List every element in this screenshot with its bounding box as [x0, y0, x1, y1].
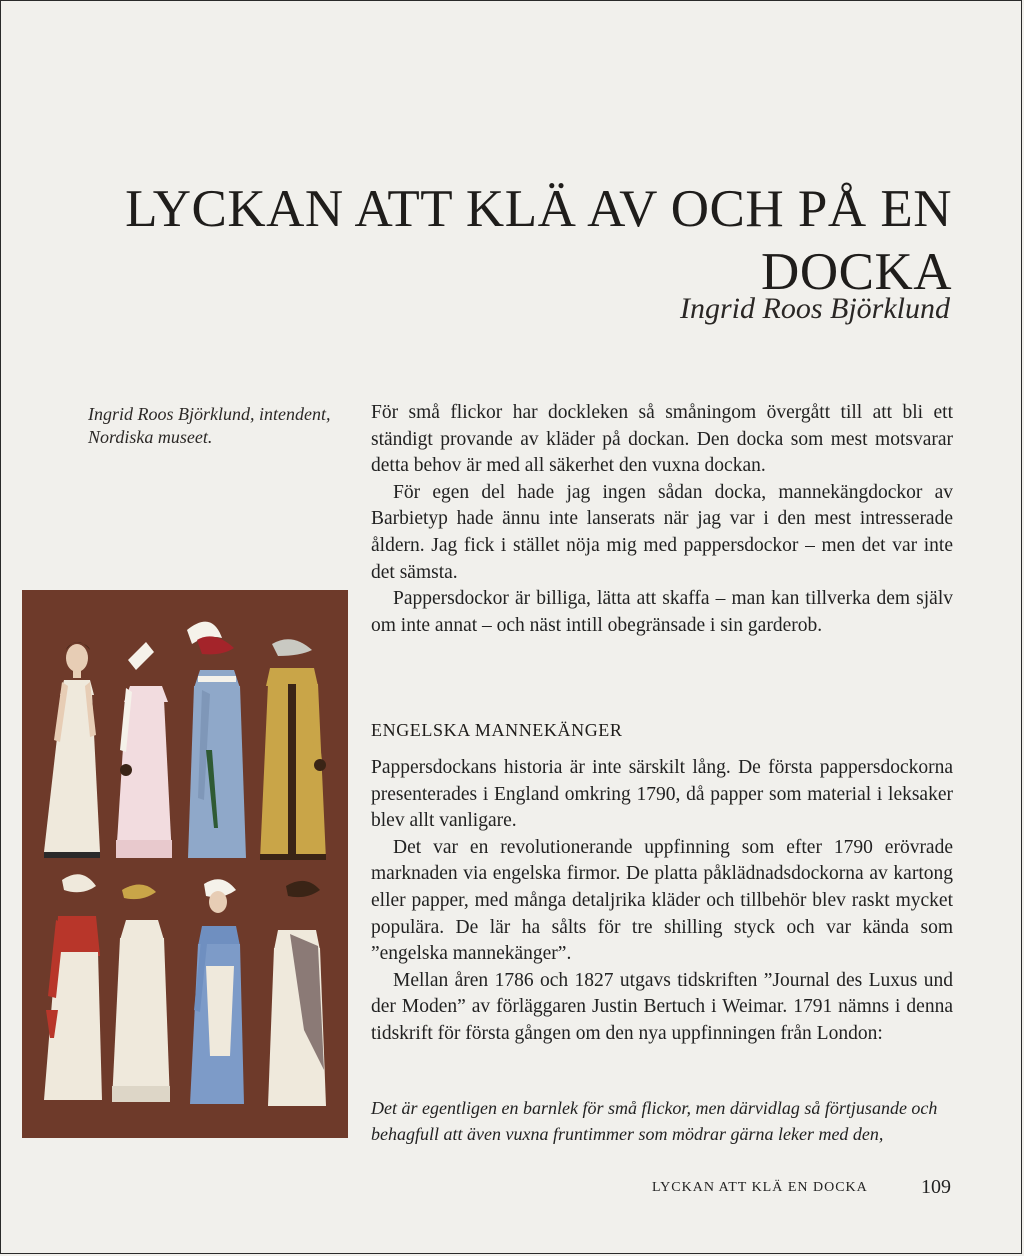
paragraph: Pappersdockans historia är inte särskilt lång. De första pappersdockorna presenterades i England omkring 1790, då papper som material i leksaker blev allt vanligare. — [371, 757, 953, 832]
intro-text — [371, 400, 953, 639]
running-footer-title: LYCKAN ATT KLÄ EN DOCKA — [652, 1180, 868, 1195]
page-title-line-2: DOCKA — [761, 243, 952, 301]
author-caption — [88, 403, 358, 449]
italic-quote: Det är egentligen en barnlek för små flickor, men därvidlag så förtjusande och behagfull att även vuxna fruntimmer som mödrar gärna leker med den, — [371, 1098, 938, 1144]
paragraph: Mellan åren 1786 och 1827 utgavs tidskriften ”Journal des Luxus und der Moden” av förläggaren Justin Bertuch i Weimar. 1791 nämns i denna tidskrift för första gången om den nya uppfinningen från London: — [371, 969, 953, 1044]
paragraph: Pappersdockor är billiga, lätta att skaffa – man kan tillverka dem själv om inte annat – och näst intill obegränsade i sin garderob. — [371, 588, 953, 636]
page-title-line-1: LYCKAN ATT KLÄ AV OCH PÅ EN — [125, 180, 952, 238]
paragraph: Det var en revolutionerande uppfinning som efter 1790 erövrade marknaden via engelska firmor. De platta påklädnadsdockorna av kartong eller papper, med många detaljrika kläder och tillbehör blev raskt mycket populära. De lär ha sålts för tre shilling styck och var kända som ”engelska mannekänger”. — [371, 836, 953, 965]
section-heading: ENGELSKA MANNEKÄNGER — [371, 720, 623, 740]
section-text — [371, 755, 953, 1048]
page-title — [120, 178, 952, 304]
caption-line-1: Ingrid Roos Björklund, intendent, — [88, 404, 331, 424]
paragraph: För små flickor har dockleken så småningom övergått till att bli ett ständigt provande av kläder på dockan. Den docka som mest motsvarar detta behov är med all säkerhet den vuxna dockan. — [371, 402, 953, 477]
paragraph: För egen del hade jag ingen sådan docka, mannekängdockor av Barbietyp hade ännu inte lanserats när jag var i den mest intresserade åldern. Jag fick i stället nöja mig med pappersdockor – men det var inte det sämsta. — [371, 481, 953, 583]
caption-line-2: Nordiska museet. — [88, 427, 213, 447]
page-number: 109 — [921, 1176, 951, 1198]
paper-dolls-illustration — [22, 590, 348, 1138]
author-byline: Ingrid Roos Björklund — [680, 292, 950, 325]
